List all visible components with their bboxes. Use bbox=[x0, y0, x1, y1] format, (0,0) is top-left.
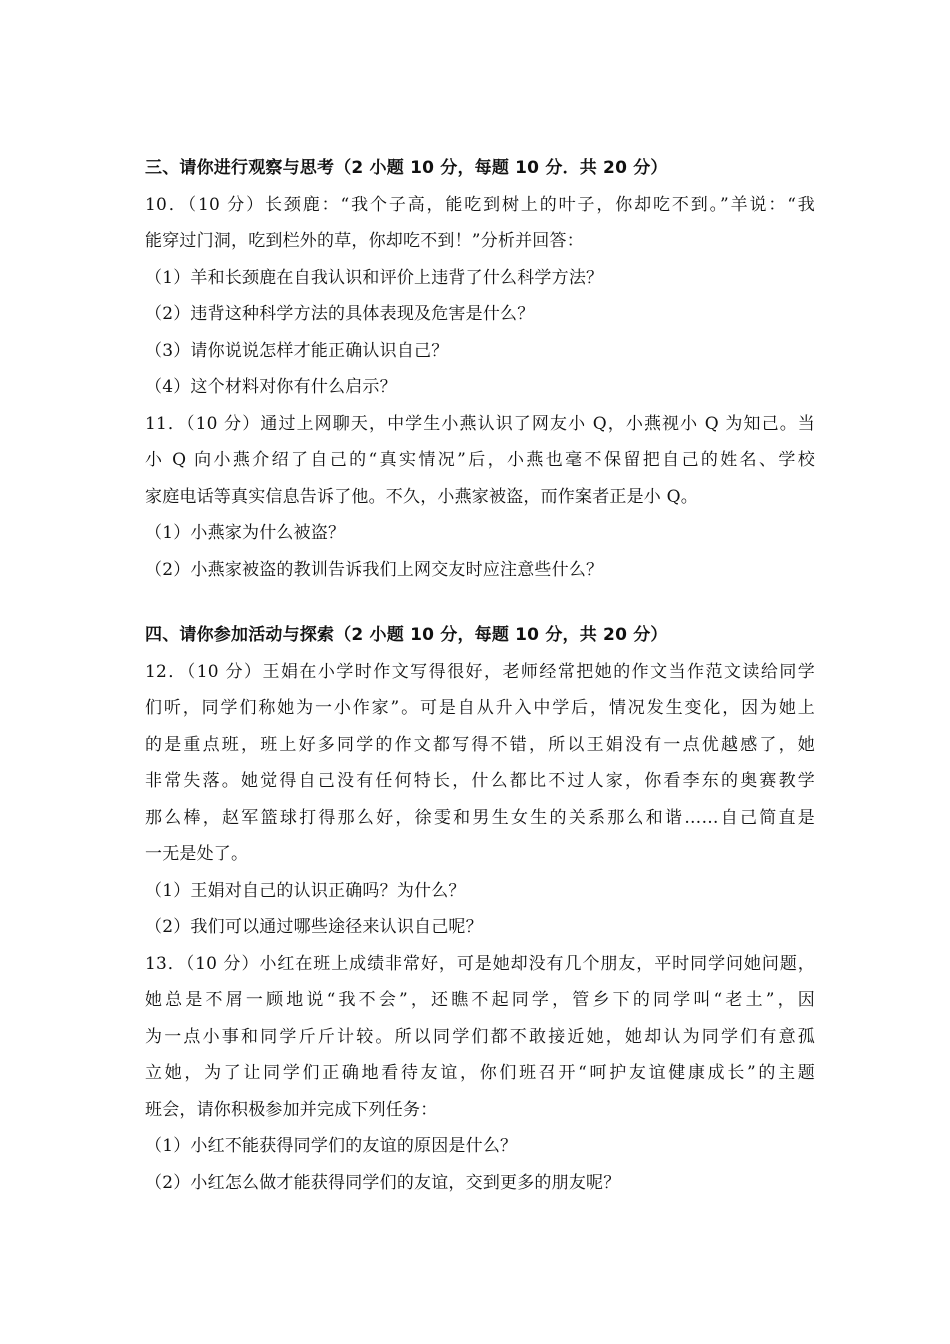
question-text-line: 们听，同学们称她为一小作家”。可是自从升入中学后，情况发生变化，因为她上 bbox=[145, 698, 815, 718]
question-text-line: 那么棒，赵军篮球打得那么好，徐雯和男生女生的关系那么和谐……自己简直是 bbox=[145, 807, 815, 828]
sub-question: （4）这个材料对你有什么启示？ bbox=[145, 377, 397, 397]
sub-question: （2）小红怎么做才能获得同学们的友谊，交到更多的朋友呢？ bbox=[145, 1172, 621, 1193]
question-11 bbox=[145, 406, 815, 589]
question-text-line: 13．（10 分）小红在班上成绩非常好，可是她却没有几个朋友，平时同学问她问题， bbox=[145, 953, 815, 974]
question-text-line: 家庭电话等真实信息告诉了他。不久，小燕家被盗，而作案者正是小 Q。 bbox=[145, 486, 698, 507]
question-text-line: 班会，请你积极参加并完成下列任务： bbox=[145, 1099, 438, 1120]
question-text-line: 一无是处了。 bbox=[145, 844, 249, 864]
question-12 bbox=[145, 654, 815, 946]
section-heading-3: 三、请你进行观察与思考（2 小题 10 分，每题 10 分．共 20 分） bbox=[145, 158, 668, 178]
question-text-line: 11．（10 分）通过上网聊天，中学生小燕认识了网友小 Q，小燕视小 Q 为知己。当 bbox=[145, 413, 815, 434]
question-10 bbox=[145, 187, 815, 406]
question-text-line: 她总是不屑一顾地说“我不会”，还瞧不起同学，管乡下的同学叫“老土”，因 bbox=[145, 990, 815, 1010]
question-text-line: 能穿过门洞，吃到栏外的草，你却吃不到！”分析并回答： bbox=[145, 231, 584, 251]
section-heading-4: 四、请你参加活动与探索（2 小题 10 分，每题 10 分，共 20 分） bbox=[145, 625, 668, 645]
sub-question: （3）请你说说怎样才能正确认识自己？ bbox=[145, 340, 449, 361]
sub-question: （2）小燕家被盗的教训告诉我们上网交友时应注意些什么？ bbox=[145, 559, 604, 580]
question-13 bbox=[145, 946, 815, 1202]
sub-question: （1）王娟对自己的认识正确吗？为什么？ bbox=[145, 880, 466, 901]
sub-question: （1）小红不能获得同学们的友谊的原因是什么？ bbox=[145, 1136, 518, 1156]
sub-question: （1）羊和长颈鹿在自我认识和评价上违背了什么科学方法？ bbox=[145, 267, 604, 288]
document-content bbox=[145, 150, 815, 1201]
section-gap bbox=[145, 588, 815, 617]
sub-question: （2）违背这种科学方法的具体表现及危害是什么？ bbox=[145, 304, 535, 324]
question-text-line: 10．（10 分）长颈鹿：“我个子高，能吃到树上的叶子，你却吃不到。”羊说：“我 bbox=[145, 194, 815, 215]
question-text-line: 为一点小事和同学斤斤计较。所以同学们都不敢接近她，她却认为同学们有意孤 bbox=[145, 1026, 815, 1047]
question-text-line: 非常失落。她觉得自己没有任何特长，什么都比不过人家，你看李东的奥赛教学 bbox=[145, 771, 815, 791]
sub-question: （1）小燕家为什么被盗？ bbox=[145, 523, 346, 543]
question-text-line: 小 Q 向小燕介绍了自己的“真实情况”后，小燕也毫不保留把自己的姓名、学校 bbox=[145, 450, 815, 470]
question-text-line: 12．（10 分）王娟在小学时作文写得很好，老师经常把她的作文当作范文读给同学 bbox=[145, 661, 815, 682]
sub-question: （2）我们可以通过哪些途径来认识自己呢？ bbox=[145, 917, 483, 937]
question-text-line: 立她，为了让同学们正确地看待友谊，你们班召开“呵护友谊健康成长”的主题 bbox=[145, 1063, 815, 1083]
question-text-line: 的是重点班，班上好多同学的作文都写得不错，所以王娟没有一点优越感了，她 bbox=[145, 734, 815, 755]
